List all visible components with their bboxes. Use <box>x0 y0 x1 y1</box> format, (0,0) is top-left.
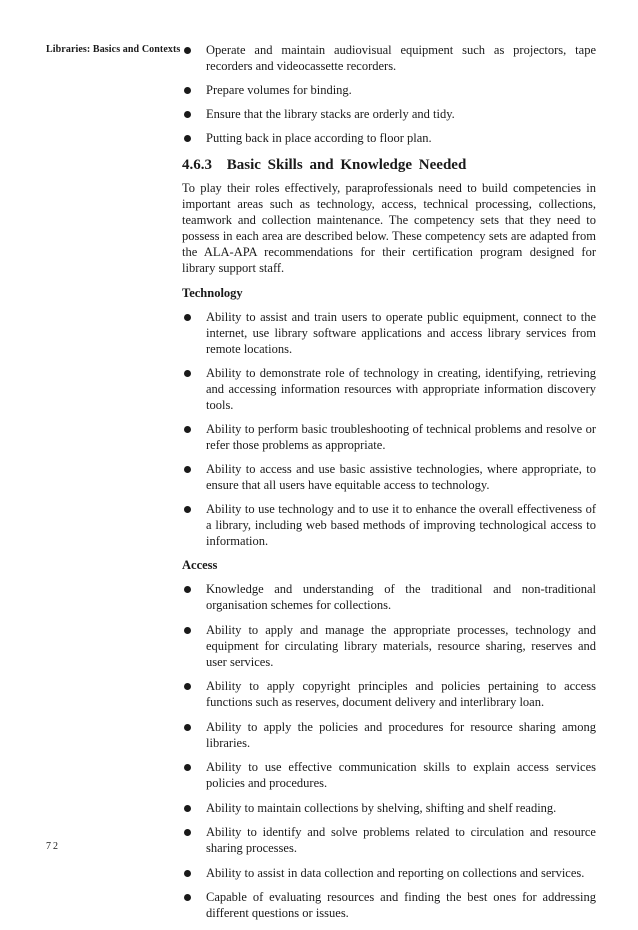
list-item-text: Ability to assist in data collection and reporting on collections and services. <box>206 865 585 880</box>
list-item <box>182 82 596 98</box>
bullet-icon <box>184 506 191 513</box>
list-item <box>182 42 596 74</box>
list-item-text: Ability to identify and solve problems related to circulation and resource sharing processes. <box>206 825 596 855</box>
section-paragraph: To play their roles effectively, paraprofessionals need to build competencies in important areas such as technology, access, technical processing, collections, teamwork and collection maintenance. The competency sets that they need to possess in each area are described below. These competency sets are adapted from the ALA-APA recommendations for their certification program designed for library support staff. <box>182 181 596 275</box>
list-item-text: Ability to access and use basic assistive technologies, where appropriate, to ensure that all users have equitable access to technology. <box>206 462 596 492</box>
list-item <box>182 824 596 856</box>
bullet-icon <box>184 466 191 473</box>
bullet-icon <box>184 111 191 118</box>
list-item <box>182 421 596 453</box>
technology-bullet-list <box>182 309 596 549</box>
bullet-icon <box>184 87 191 94</box>
bullet-icon <box>184 370 191 377</box>
section-number: 4.6.3 <box>182 157 212 173</box>
list-item-text: Ability to use effective communication skills to explain access services policies and procedures. <box>206 760 596 790</box>
list-item-text: Ability to apply and manage the appropriate processes, technology and equipment for circulating library materials, resource sharing, reserves and user services. <box>206 622 596 669</box>
bullet-icon <box>184 764 191 771</box>
list-item <box>182 309 596 357</box>
bullet-icon <box>184 805 191 812</box>
list-item-text: Ability to perform basic troubleshooting of technical problems and resolve or refer those problems as appropriate. <box>206 422 596 452</box>
list-item-text: Putting back in place according to floor plan. <box>206 131 432 145</box>
access-heading: Access <box>182 558 218 572</box>
bullet-icon <box>184 870 191 877</box>
list-item <box>182 622 596 670</box>
bullet-icon <box>184 135 191 142</box>
bullet-icon <box>184 627 191 634</box>
bullet-icon <box>184 586 191 593</box>
list-item-text: Ensure that the library stacks are orderly and tidy. <box>206 107 455 121</box>
bullet-icon <box>184 426 191 433</box>
bullet-icon <box>184 894 191 901</box>
list-item-text: Ability to assist and train users to operate public equipment, connect to the internet, use library software applications and access library services from remote locations. <box>206 310 596 356</box>
list-item-text: Ability to maintain collections by shelving, shifting and shelf reading. <box>206 800 557 815</box>
list-item-text: Knowledge and understanding of the traditional and non-traditional organisation schemes for collections. <box>206 582 596 612</box>
section-title: Basic Skills and Knowledge Needed <box>226 157 467 173</box>
list-item <box>182 106 596 122</box>
technology-heading: Technology <box>182 286 243 300</box>
list-item-text: Ability to apply copyright principles and policies pertaining to access functions such as reserves, document delivery and interlibrary loan. <box>206 679 596 709</box>
bullet-icon <box>184 314 191 321</box>
list-item-text: Operate and maintain audiovisual equipment such as projectors, tape recorders and videocassette recorders. <box>206 43 596 73</box>
list-item <box>182 461 596 493</box>
list-item <box>182 865 596 881</box>
intro-bullet-list <box>182 42 596 146</box>
list-item <box>182 719 596 751</box>
list-item-text: Prepare volumes for binding. <box>206 83 352 97</box>
list-item <box>182 678 596 710</box>
list-item-text: Capable of evaluating resources and finding the best ones for addressing different questions or issues. <box>206 890 596 920</box>
bullet-icon <box>184 829 191 836</box>
running-head: Libraries: Basics and Contexts <box>46 44 181 55</box>
section-heading <box>182 156 596 174</box>
list-item <box>182 889 596 921</box>
bullet-icon <box>184 683 191 690</box>
list-item <box>182 759 596 791</box>
list-item <box>182 501 596 549</box>
page-number: 72 <box>46 841 60 852</box>
list-item-text: Ability to demonstrate role of technology in creating, identifying, retrieving and accessing information resources with appropriate information discovery tools. <box>206 366 596 412</box>
main-column <box>182 42 596 930</box>
list-item <box>182 365 596 413</box>
list-item-text: Ability to use technology and to use it to enhance the overall effectiveness of a library, including web based methods of improving technological access to information. <box>206 502 596 548</box>
bullet-icon <box>184 724 191 731</box>
list-item <box>182 800 596 816</box>
list-item-text: Ability to apply the policies and procedures for resource sharing among libraries. <box>206 719 596 750</box>
bullet-icon <box>184 47 191 54</box>
list-item <box>182 130 596 146</box>
list-item <box>182 581 596 613</box>
access-bullet-list <box>182 581 596 921</box>
